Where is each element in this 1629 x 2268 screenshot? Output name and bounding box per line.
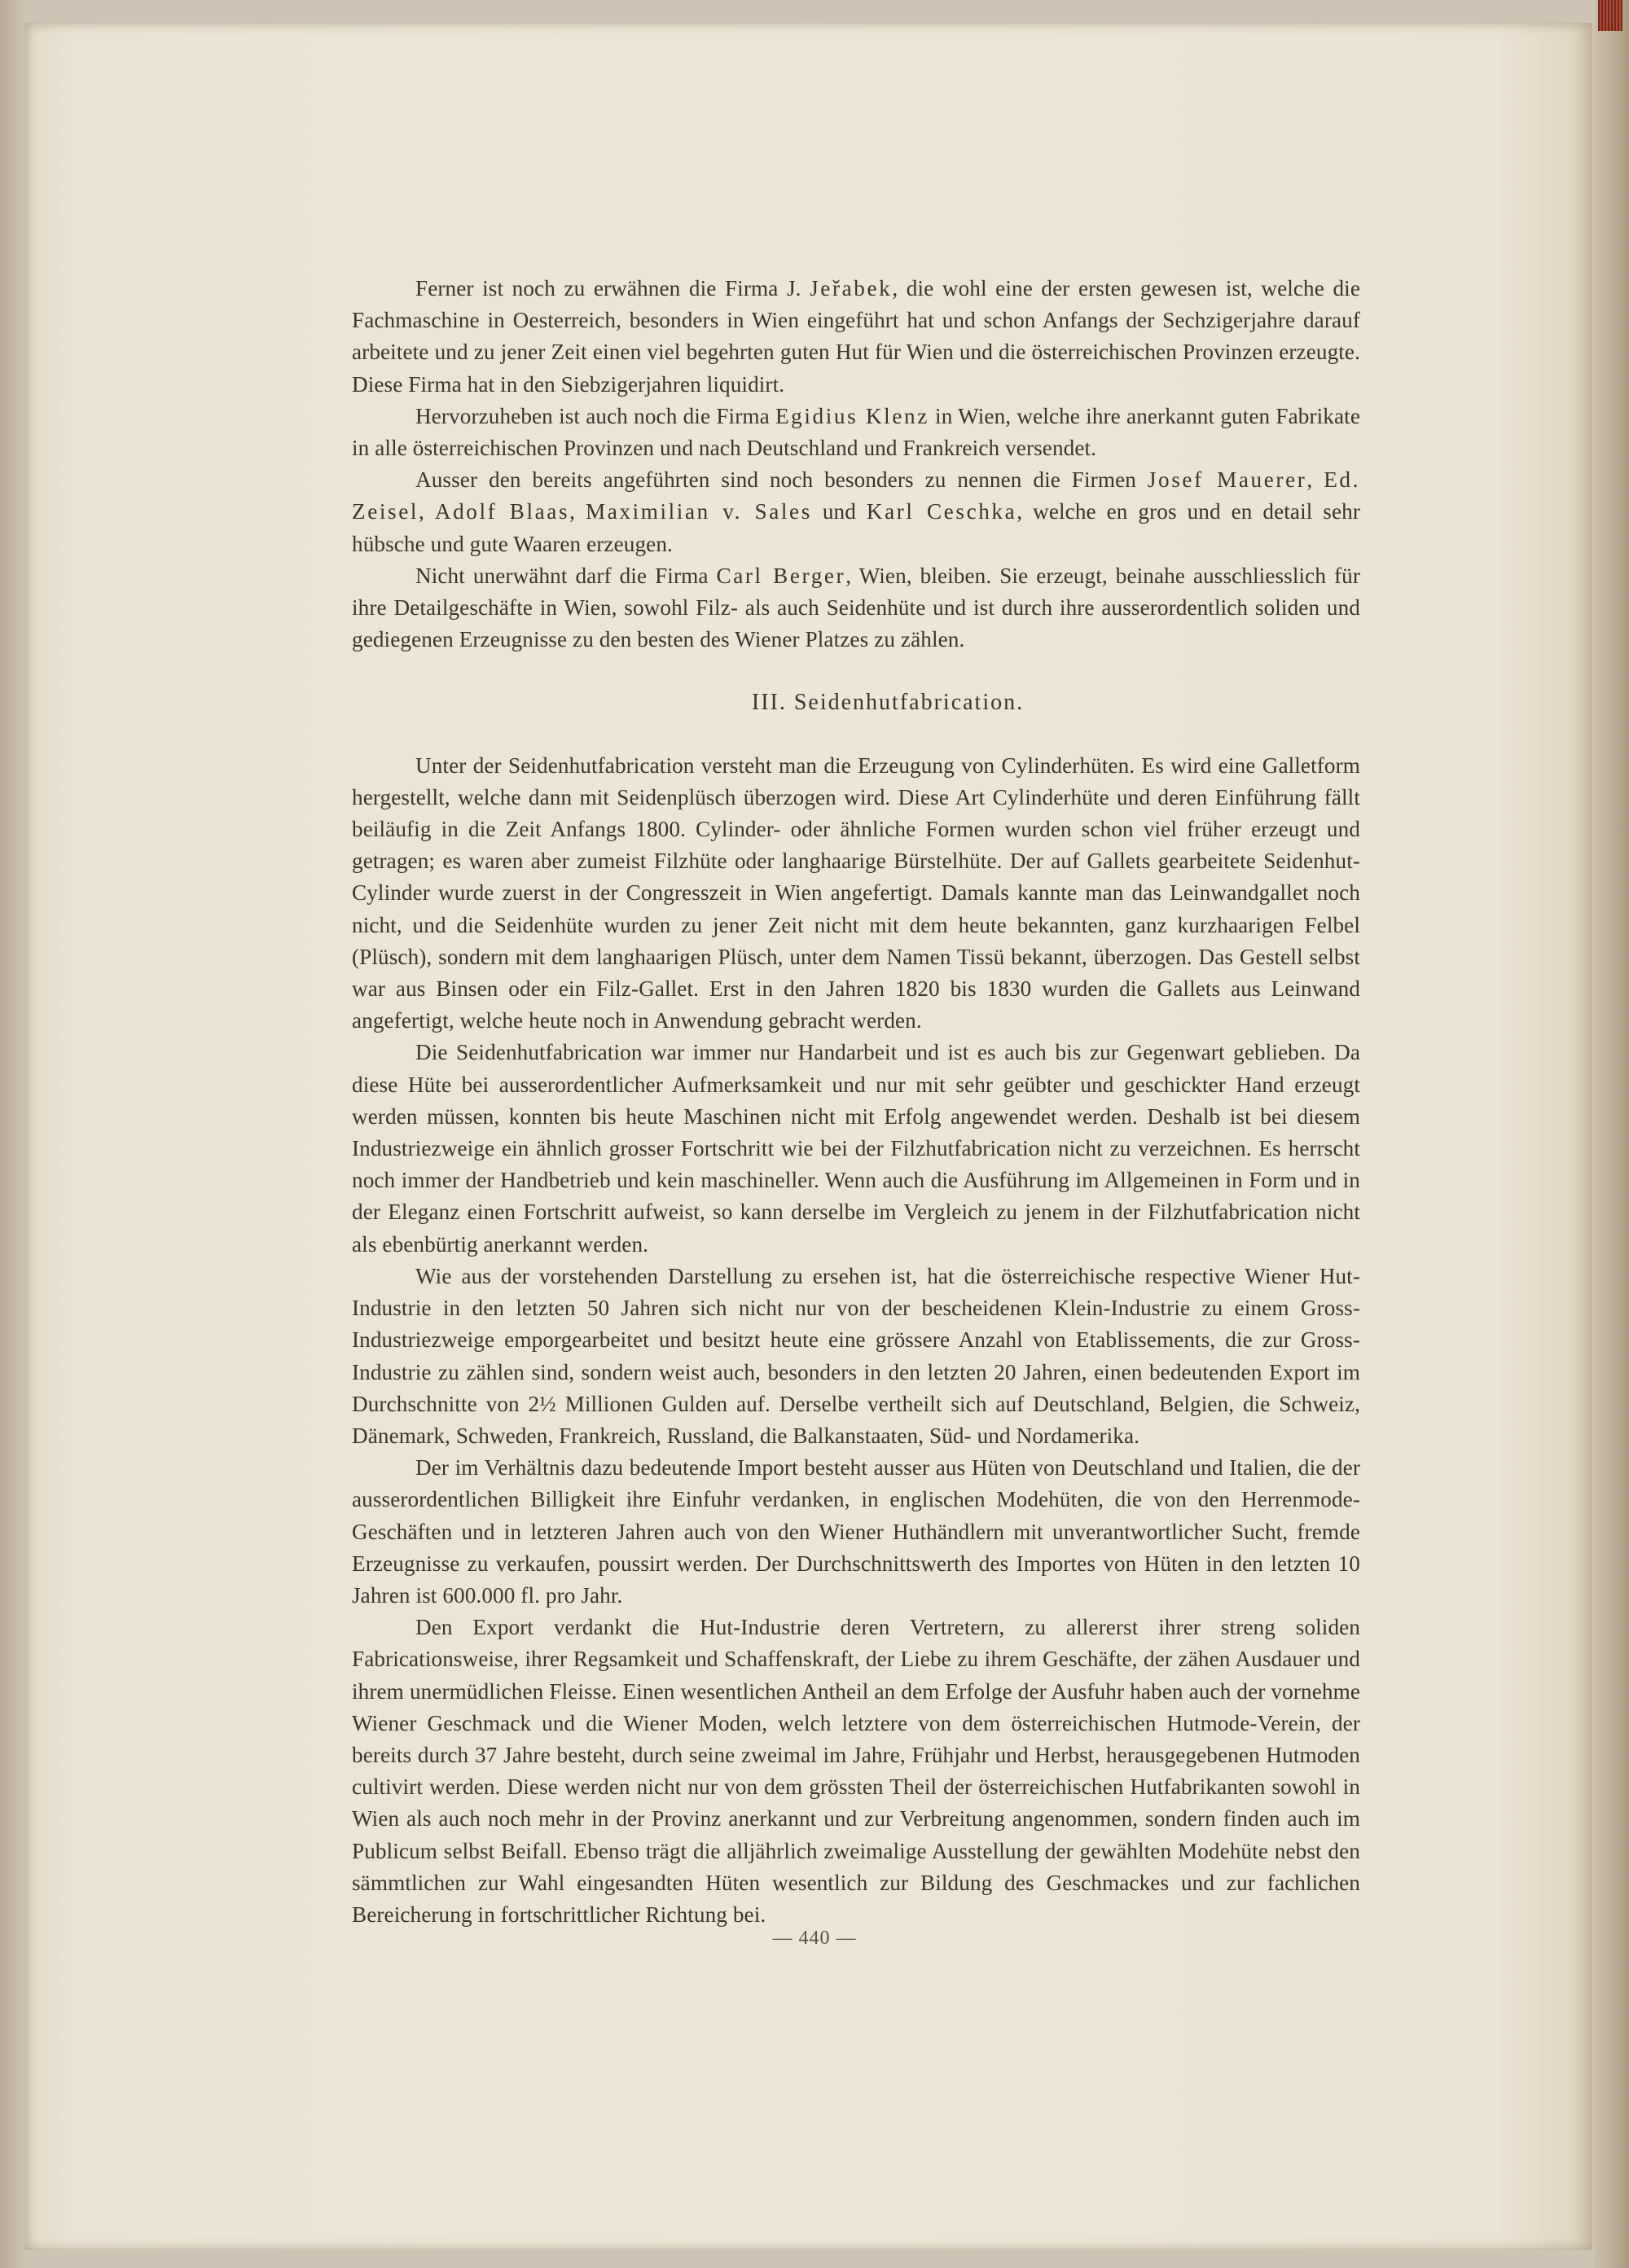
page-content [352, 273, 1360, 1931]
section-paragraph: Unter der Seidenhutfabrication versteht man die Erzeugung von Cylinderhüten. Es wird eine Galletform hergestellt, welche dann mit Seidenplüsch überzogen wird. Diese Art Cylinderhüte und deren Einführung fällt beiläufig in die Zeit Anfangs 1800. Cylinder- oder ähnliche Formen wurden schon viel früher erzeugt und getragen; es waren aber zumeist Filzhüte oder langhaarige Bürstelhüte. Der auf Gallets gearbeitete Seidenhut-Cylinder wurde zuerst in der Congresszeit in Wien angefertigt. Damals kannte man das Leinwandgallet noch nicht, und die Seidenhüte wurden zu jener Zeit nicht mit dem heute bekannten, ganz kurzhaarigen Felbel (Plüsch), sondern mit dem langhaarigen Plüsch, unter dem Namen Tissü bekannt, überzogen. Das Gestell selbst war aus Binsen oder ein Filz-Gallet. Erst in den Jahren 1820 bis 1830 wurden die Gallets aus Leinwand angefertigt, welche heute noch in Anwendung gebracht werden. [352, 752, 1360, 1033]
section-paragraph: Die Seidenhutfabrication war immer nur Handarbeit und ist es auch bis zur Gegenwart geblieben. Da diese Hüte bei ausserordentlicher Aufmerksamkeit und nur mit sehr geübter und geschickter Hand erzeugt werden müssen, konnten bis heute Maschinen nicht mit Erfolg angewendet werden. Deshalb ist bei diesem Industriezweige ein ähnlich grosser Fortschritt wie bei der Filzhutfabrication nicht zu verzeichnen. Es herrscht noch immer der Handbetrieb und kein maschineller. Wenn auch die Ausführung im Allgemeinen in Form und in der Eleganz einen Fortschritt aufweist, so kann derselbe im Vergleich zu jenem in der Filzhutfabrication nicht als ebenbürtig anerkannt werden. [352, 1040, 1360, 1257]
section-title: III. Seidenhutfabrication. [751, 690, 1025, 716]
intro-paragraph: Ferner ist noch zu erwähnen die Firma J. Jeřabek, die wohl eine der ersten gewesen ist, welche die Fachmaschine in Oesterreich, besonders in Wien eingeführt hat und schon Anfangs der Sechzigerjahre darauf arbeitete und zu jener Zeit einen viel begehrten guten Hut für Wien und die österreichischen Provinzen erzeugte. Diese Firma hat in den Siebzigerjahren liquidirt. [352, 276, 1360, 397]
intro-paragraph: Ausser den bereits angeführten sind noch besonders zu nennen die Firmen Josef Mauerer, Ed. Zeisel, Adolf Blaas, Maximilian v. Sales und Karl Ceschka, welche en gros und en detail sehr hübsche und gute Waaren erzeugen. [352, 467, 1361, 556]
page-number: — 440 — [772, 1928, 857, 1949]
spine-color-marker [1598, 0, 1622, 31]
intro-paragraph: Hervorzuheben ist auch noch die Firma Egidius Klenz in Wien, welche ihre anerkannt guten Fabrikate in alle österreichischen Provinzen und nach Deutschland und Frankreich versendet. [352, 403, 1360, 461]
spaced-name: Ed. Zeisel [352, 467, 1361, 524]
spaced-name: Josef Mauerer [1147, 467, 1307, 493]
paragraph-group-1 [352, 273, 1360, 656]
section-paragraph: Der im Verhältnis dazu bedeutende Import besteht ausser aus Hüten von Deutschland und Italien, die der ausserordentlichen Billigkeit ihre Einfuhr verdanken, in englischen Modehüten, die von den Herrenmode-Geschäften und in letzteren Jahren auch von den Wiener Huthändlern mit unverantwortlicher Sucht, fremde Erzeugnisse zu verkaufen, poussirt werden. Der Durchschnittswerth des Importes von Hüten in den letzten 10 Jahren ist 600.000 fl. pro Jahr. [352, 1455, 1360, 1608]
spaced-name: Jeřabek [810, 276, 893, 300]
section-paragraph: Wie aus der vorstehenden Darstellung zu ersehen ist, hat die österreichische respective Wiener Hut-Industrie in den letzten 50 Jahren sich nicht nur von der bescheidenen Klein-Industrie zu einem Gross-Industriezweige emporgearbeitet und besitzt heute eine grössere Anzahl von Etablissements, die zur Gross-Industrie zu zählen sind, sondern weist auch, besonders in den letzten 20 Jahren, einen bedeutenden Export im Durchschnitte von 2½ Millionen Gulden auf. Derselbe vertheilt sich auf Deutschland, Belgien, die Schweiz, Dänemark, Schweden, Frankreich, Russland, die Balkanstaaten, Süd- und Nordamerika. [352, 1263, 1360, 1448]
spaced-name: Adolf Blaas [434, 499, 570, 524]
spaced-name: Egidius Klenz [775, 403, 929, 428]
spaced-name: Karl Ceschka [866, 499, 1017, 524]
section-paragraph: Den Export verdankt die Hut-Industrie deren Vertretern, zu allererst ihrer streng soliden Fabricationsweise, ihrer Regsamkeit und Schaffenskraft, der Liebe zu ihrem Geschäfte, der zähen Ausdauer und ihrem unermüdlichen Fleisse. Einen wesentlichen Antheil an dem Erfolge der Ausfuhr haben auch der vornehme Wiener Geschmack und die Wiener Moden, welch letztere von dem österreichischen Hutmode-Verein, der bereits durch 37 Jahre besteht, durch seine zweimal im Jahre, Frühjahr und Herbst, herausgegebenen Hutmoden cultivirt werden. Diese werden nicht nur von dem grössten Theil der österreichischen Hutfabrikanten sowohl in Wien als auch noch mehr in der Provinz anerkannt und zur Verbreitung angenommen, sondern finden auch im Publicum selbst Beifall. Ebenso trägt die alljährlich zweimalige Ausstellung der gewählten Modehüte nebst den sämmtlichen zur Wahl eingesandten Hüten wesentlich zur Bildung des Geschmackes und zur fachlichen Bereicherung in fortschrittlicher Richtung bei. [352, 1615, 1360, 1927]
spaced-name: Maximilian v. Sales [585, 499, 812, 524]
intro-paragraph: Nicht unerwähnt darf die Firma Carl Berger, Wien, bleiben. Sie erzeugt, beinahe ausschliesslich für ihre Detailgeschäfte in Wien, sowohl Filz- als auch Seidenhüte und ist durch ihre ausserordentlich soliden und gediegenen Erzeugnisse zu den besten des Wiener Platzes zu zählen. [352, 563, 1360, 652]
spaced-name: Carl Berger [716, 563, 846, 588]
paragraph-group-2 [352, 750, 1360, 1932]
